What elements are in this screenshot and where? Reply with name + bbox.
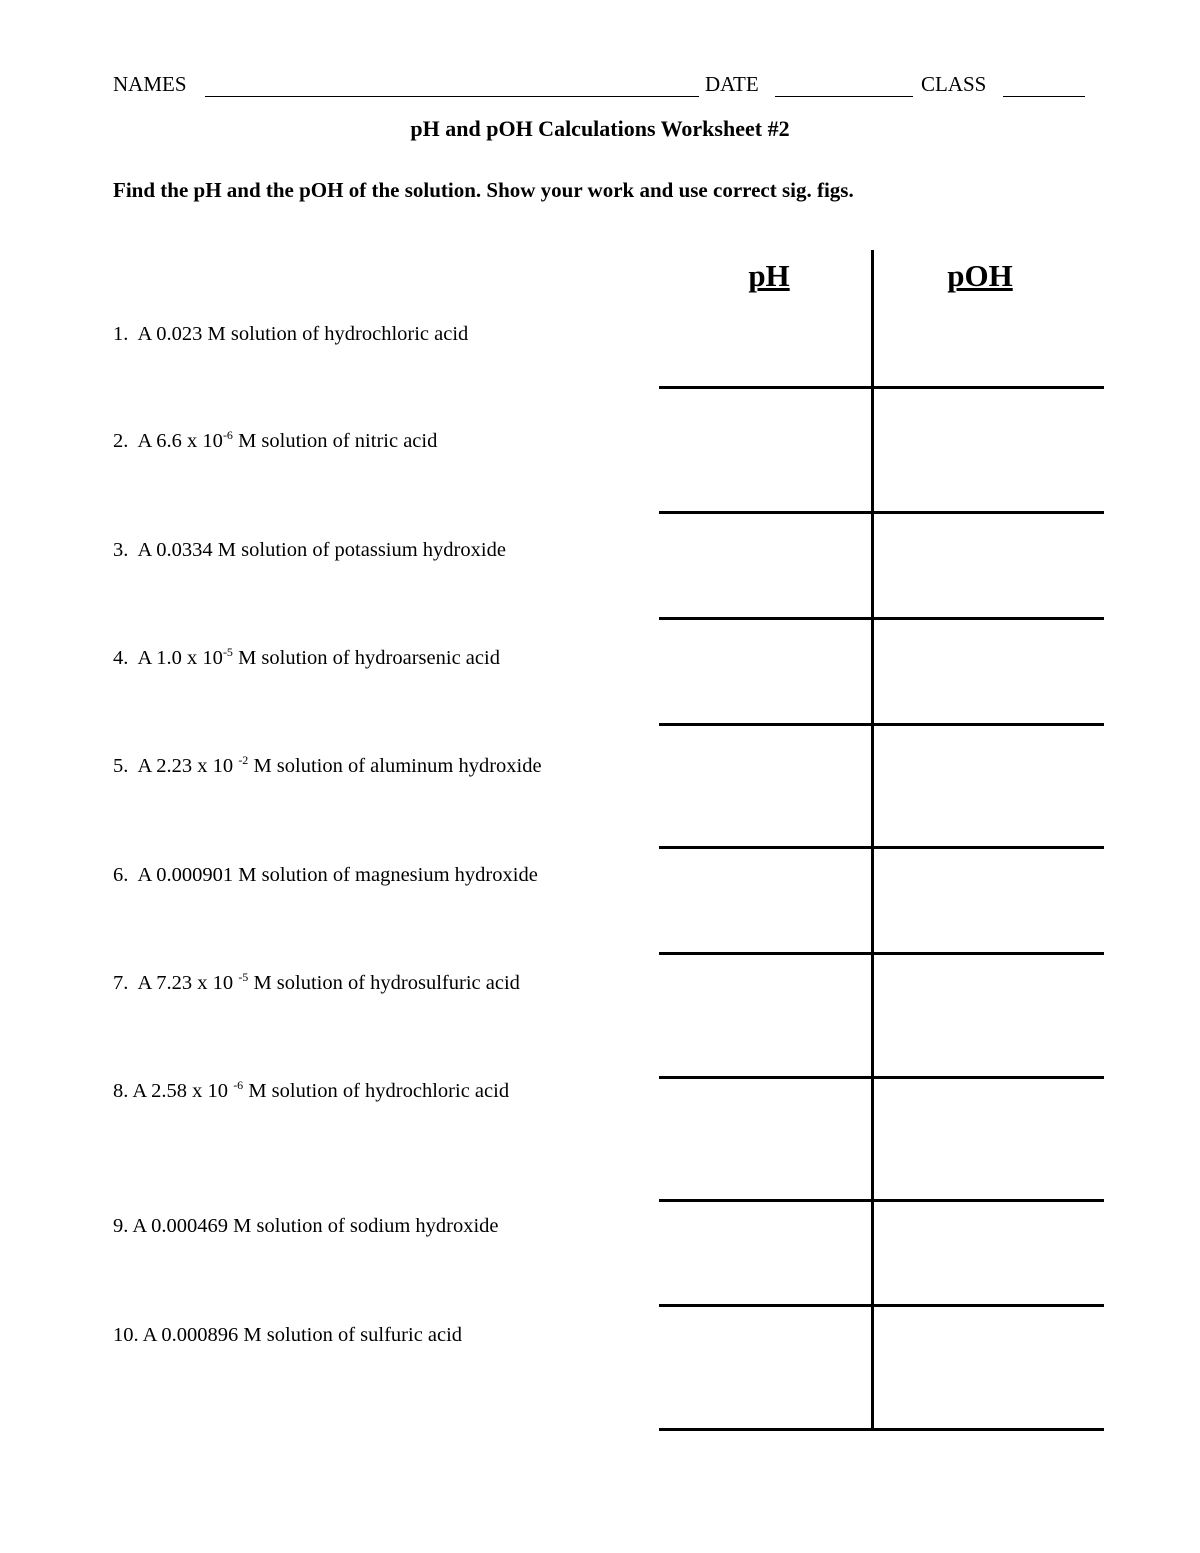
answer-line-1 xyxy=(659,386,1104,389)
question-text: A 2.58 x 10 xyxy=(132,1080,234,1102)
question-1 xyxy=(113,323,468,346)
answer-line-10 xyxy=(659,1428,1104,1431)
answer-line-6 xyxy=(659,952,1104,955)
answer-line-3 xyxy=(659,617,1104,620)
date-label: DATE xyxy=(705,72,759,96)
question-text: A 0.000901 M solution of magnesium hydroxide xyxy=(137,864,538,886)
exponent: -5 xyxy=(222,645,233,660)
names-label: NAMES xyxy=(113,72,187,96)
question-number: 1. xyxy=(113,323,129,345)
exponent: -6 xyxy=(233,1078,244,1093)
header-line xyxy=(113,72,1088,100)
question-text-rest: M solution of hydrosulfuric acid xyxy=(248,972,520,994)
exponent: -2 xyxy=(238,753,249,768)
question-number: 5. xyxy=(113,755,129,777)
question-4 xyxy=(113,647,500,670)
answer-line-9 xyxy=(659,1304,1104,1307)
date-blank[interactable] xyxy=(775,96,913,97)
question-number: 9. xyxy=(113,1215,129,1237)
question-3 xyxy=(113,539,506,562)
question-5 xyxy=(113,755,542,778)
question-number: 8. xyxy=(113,1080,129,1102)
column-divider xyxy=(871,250,874,1431)
question-text-rest: M solution of nitric acid xyxy=(232,430,438,452)
class-blank[interactable] xyxy=(1003,96,1085,97)
poh-column-header: pOH xyxy=(947,258,1013,293)
question-text-rest: M solution of hydroarsenic acid xyxy=(232,647,500,669)
question-number: 6. xyxy=(113,864,129,886)
question-text: A 7.23 x 10 xyxy=(137,972,239,994)
question-9 xyxy=(113,1215,499,1238)
question-text-rest: M solution of hydrochloric acid xyxy=(243,1080,510,1102)
question-text-rest: M solution of aluminum hydroxide xyxy=(248,755,542,777)
answer-line-7 xyxy=(659,1076,1104,1079)
question-number: 10. xyxy=(113,1324,139,1346)
question-8 xyxy=(113,1080,509,1103)
question-number: 3. xyxy=(113,539,129,561)
question-number: 7. xyxy=(113,972,129,994)
question-2 xyxy=(113,430,437,453)
question-number: 4. xyxy=(113,647,129,669)
exponent: -5 xyxy=(238,970,249,985)
instructions: Find the pH and the pOH of the solution. Show your work and use correct sig. figs. xyxy=(113,178,854,202)
question-10 xyxy=(113,1324,462,1347)
class-label: CLASS xyxy=(921,72,987,96)
names-blank[interactable] xyxy=(205,96,699,97)
ph-column-header: pH xyxy=(748,258,790,293)
exponent: -6 xyxy=(222,428,233,443)
question-6 xyxy=(113,864,538,887)
question-text: A 6.6 x 10 xyxy=(137,430,223,452)
question-text: A 2.23 x 10 xyxy=(137,755,239,777)
question-text: A 1.0 x 10 xyxy=(137,647,223,669)
question-text: A 0.023 M solution of hydrochloric acid xyxy=(137,323,469,345)
answer-line-2 xyxy=(659,511,1104,514)
question-text: A 0.000896 M solution of sulfuric acid xyxy=(142,1324,463,1346)
answer-line-4 xyxy=(659,723,1104,726)
answer-line-8 xyxy=(659,1199,1104,1202)
worksheet-title: pH and pOH Calculations Worksheet #2 xyxy=(410,116,790,141)
question-text: A 0.0334 M solution of potassium hydroxide xyxy=(137,539,506,561)
answer-line-5 xyxy=(659,846,1104,849)
question-number: 2. xyxy=(113,430,129,452)
question-7 xyxy=(113,972,520,995)
question-text: A 0.000469 M solution of sodium hydroxide xyxy=(132,1215,499,1237)
